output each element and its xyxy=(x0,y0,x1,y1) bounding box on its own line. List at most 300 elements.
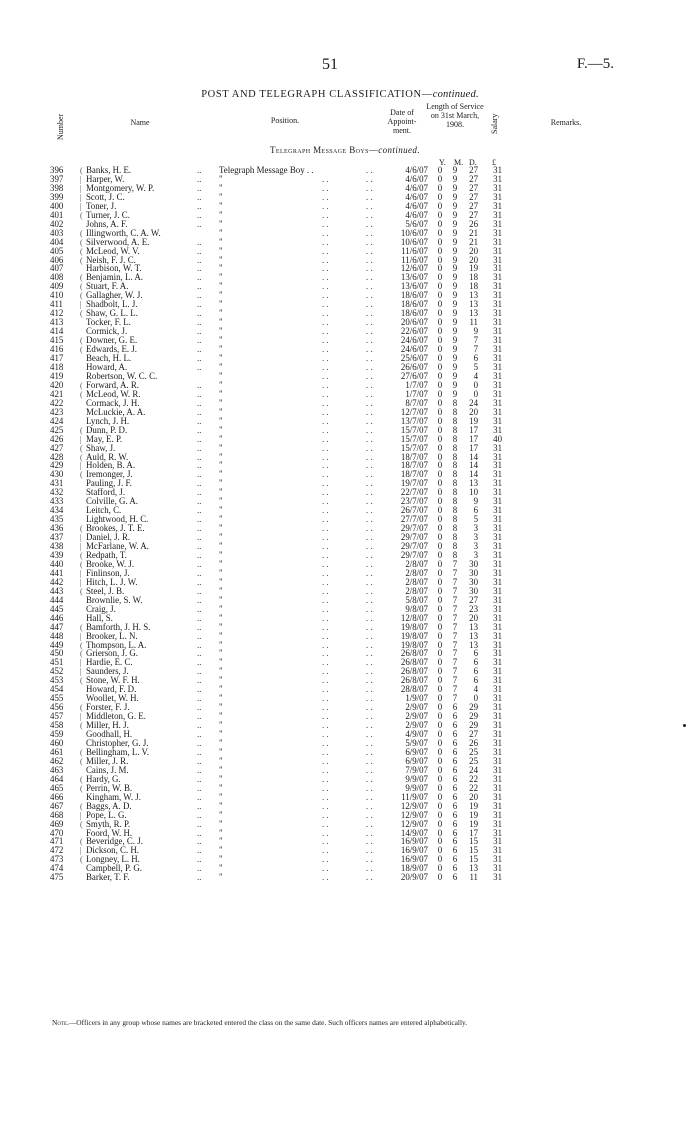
leader-dots: . . xyxy=(366,281,373,292)
row-days: 19 xyxy=(469,263,478,274)
row-date: 19/7/07 xyxy=(400,478,428,489)
title-continued: continued. xyxy=(432,89,479,100)
leader-dots: .. xyxy=(197,657,202,668)
row-position: " xyxy=(219,666,223,677)
row-salary: 31 xyxy=(493,478,502,489)
row-position: " xyxy=(219,764,223,775)
column-header-position: Position. xyxy=(270,116,300,125)
row-days: 29 xyxy=(469,720,478,731)
leader-dots: .. xyxy=(197,344,202,355)
row-days: 15 xyxy=(469,845,478,856)
row-date: 16/9/07 xyxy=(400,845,428,856)
row-salary: 31 xyxy=(493,263,502,274)
row-months: 8 xyxy=(452,478,458,489)
leader-dots: . . xyxy=(366,648,373,659)
row-name: Lynch, J. H. xyxy=(86,415,130,426)
row-position: " xyxy=(219,299,223,310)
row-months: 7 xyxy=(452,621,458,632)
row-position: " xyxy=(219,326,223,337)
row-salary: 31 xyxy=(493,218,502,229)
leader-dots: . . xyxy=(322,872,329,883)
row-months: 7 xyxy=(452,666,458,677)
row-months: 6 xyxy=(452,702,458,713)
row-years: 0 xyxy=(437,191,443,202)
row-days: 11 xyxy=(469,872,478,883)
row-months: 7 xyxy=(452,585,458,596)
leader-dots: . . xyxy=(322,738,329,748)
row-position: " xyxy=(219,594,223,605)
row-months: 7 xyxy=(452,576,458,587)
row-name: Leitch, C. xyxy=(86,505,122,516)
leader-dots: . . xyxy=(322,684,329,695)
row-years: 0 xyxy=(437,478,443,489)
leader-dots: . . xyxy=(366,227,373,238)
row-position: " xyxy=(219,227,223,238)
row-number: 470 xyxy=(50,827,64,838)
row-salary: 31 xyxy=(493,379,502,390)
row-number: 447 xyxy=(50,621,64,632)
row-date: 13/7/07 xyxy=(400,415,428,426)
row-days: 27 xyxy=(469,182,478,193)
row-number: 449 xyxy=(50,639,64,650)
row-number: 475 xyxy=(50,872,64,883)
row-days: 6 xyxy=(473,666,478,677)
leader-dots: .. xyxy=(197,845,202,856)
row-months: 9 xyxy=(452,308,458,319)
row-position: " xyxy=(219,379,223,390)
leader-dots: . . xyxy=(322,621,329,632)
row-number: 466 xyxy=(50,791,64,802)
row-salary: 31 xyxy=(493,361,502,372)
leader-dots: .. xyxy=(197,388,202,399)
leader-dots: . . xyxy=(366,379,373,390)
row-days: 30 xyxy=(469,576,478,587)
row-months: 6 xyxy=(452,773,458,784)
footnote xyxy=(52,1018,672,1027)
row-years: 0 xyxy=(437,290,443,301)
row-name: Dunn, P. D. xyxy=(86,424,128,435)
row-number: 431 xyxy=(50,478,64,489)
row-name: Pauling, J. F. xyxy=(86,478,132,489)
bracket-mark: ( xyxy=(80,237,83,247)
row-years: 0 xyxy=(437,782,443,793)
row-months: 8 xyxy=(452,505,458,516)
row-position: " xyxy=(219,514,223,525)
leader-dots: . . xyxy=(322,818,329,829)
leader-dots: . . xyxy=(322,773,329,784)
row-name: Shaw, J. xyxy=(86,442,116,453)
leader-dots: . . xyxy=(366,496,373,507)
leader-dots: . . xyxy=(366,800,373,811)
leader-dots: . . xyxy=(366,603,373,614)
leader-dots: .. xyxy=(197,603,202,614)
row-months: 6 xyxy=(452,764,458,775)
row-number: 437 xyxy=(50,532,64,543)
row-months: 9 xyxy=(452,165,458,175)
row-number: 419 xyxy=(50,370,64,381)
row-position: " xyxy=(219,308,223,319)
row-position: Telegraph Message Boy . . xyxy=(219,165,314,175)
leader-dots: .. xyxy=(197,684,202,695)
leader-dots: . . xyxy=(322,854,329,865)
row-name: Montgomery, W. P. xyxy=(86,182,155,193)
row-date: 29/7/07 xyxy=(400,549,428,560)
row-position: " xyxy=(219,532,223,543)
bracket-mark: ( xyxy=(80,291,83,301)
row-days: 22 xyxy=(469,782,478,793)
leader-dots: . . xyxy=(366,872,373,883)
leader-dots: . . xyxy=(322,594,329,605)
leader-dots: . . xyxy=(366,505,373,516)
row-salary: 31 xyxy=(493,245,502,256)
row-days: 9 xyxy=(473,496,478,507)
row-salary: 31 xyxy=(493,165,502,175)
leader-dots: .. xyxy=(197,317,202,328)
row-salary: 31 xyxy=(493,657,502,668)
row-date: 26/8/07 xyxy=(400,666,428,677)
leader-dots: .. xyxy=(197,173,202,184)
leader-dots: . . xyxy=(366,254,373,265)
row-number: 444 xyxy=(50,594,64,605)
row-years: 0 xyxy=(437,469,443,480)
row-salary: 31 xyxy=(493,317,502,328)
row-salary: 31 xyxy=(493,791,502,802)
leader-dots: . . xyxy=(322,558,329,569)
leader-dots: . . xyxy=(322,272,329,283)
row-days: 20 xyxy=(469,612,478,623)
row-salary: 31 xyxy=(493,353,502,364)
row-date: 29/7/07 xyxy=(400,532,428,543)
row-number: 465 xyxy=(50,782,64,793)
row-name: Baggs, A. D. xyxy=(86,800,132,811)
row-years: 0 xyxy=(437,272,443,283)
leader-dots: .. xyxy=(197,182,202,193)
row-name: Scott, J. C. xyxy=(86,191,125,202)
leader-dots: . . xyxy=(366,245,373,256)
row-months: 9 xyxy=(452,218,458,229)
leader-dots: . . xyxy=(366,451,373,462)
row-days: 3 xyxy=(473,541,478,552)
row-salary: 31 xyxy=(493,487,502,498)
row-months: 6 xyxy=(452,872,458,883)
bracket-mark: ( xyxy=(80,380,83,390)
bracket-mark: ( xyxy=(80,345,83,355)
row-days: 20 xyxy=(469,406,478,417)
row-days: 17 xyxy=(469,442,478,453)
row-years: 0 xyxy=(437,487,443,498)
leader-dots: .. xyxy=(197,415,202,426)
row-years: 0 xyxy=(437,460,443,471)
row-months: 9 xyxy=(452,353,458,364)
row-salary: 31 xyxy=(493,630,502,641)
bracket-mark: | xyxy=(80,712,82,722)
row-date: 24/6/07 xyxy=(400,344,428,355)
leader-dots: .. xyxy=(197,361,202,372)
leader-dots: .. xyxy=(197,612,202,623)
leader-dots: . . xyxy=(322,388,329,399)
row-date: 20/9/07 xyxy=(400,872,428,883)
leader-dots: . . xyxy=(366,684,373,695)
row-position: " xyxy=(219,209,223,220)
row-years: 0 xyxy=(437,505,443,516)
row-name: Colville, G. A. xyxy=(86,496,139,507)
leader-dots: .. xyxy=(197,729,202,740)
row-months: 8 xyxy=(452,469,458,480)
row-date: 2/9/07 xyxy=(405,702,428,713)
leader-dots: . . xyxy=(322,487,329,498)
row-name: Neish, F. J. C. xyxy=(86,254,136,265)
bracket-mark: | xyxy=(80,461,82,471)
leader-dots: . . xyxy=(322,218,329,229)
row-salary: 31 xyxy=(493,746,502,757)
bracket-mark: ( xyxy=(80,819,83,829)
leader-dots: .. xyxy=(197,218,202,229)
row-salary: 31 xyxy=(493,782,502,793)
row-days: 6 xyxy=(473,648,478,659)
leader-dots: . . xyxy=(322,576,329,587)
row-number: 451 xyxy=(50,657,64,668)
leader-dots: .. xyxy=(197,809,202,820)
leader-dots: .. xyxy=(197,693,202,704)
row-months: 7 xyxy=(452,684,458,695)
row-position: " xyxy=(219,872,223,883)
leader-dots: . . xyxy=(366,863,373,874)
row-position: " xyxy=(219,791,223,802)
row-number: 454 xyxy=(50,684,64,695)
row-days: 0 xyxy=(473,693,478,704)
leader-dots: . . xyxy=(322,863,329,874)
row-position: " xyxy=(219,245,223,256)
leader-dots: . . xyxy=(366,406,373,417)
row-days: 24 xyxy=(469,397,478,408)
row-salary: 31 xyxy=(493,809,502,820)
column-header-remarks: Remarks. xyxy=(550,118,582,127)
row-date: 29/7/07 xyxy=(400,523,428,534)
row-number: 459 xyxy=(50,729,64,740)
bracket-mark: ( xyxy=(80,336,83,346)
row-date: 18/6/07 xyxy=(400,308,428,319)
leader-dots: . . xyxy=(366,335,373,346)
row-salary: 31 xyxy=(493,227,502,238)
row-years: 0 xyxy=(437,773,443,784)
row-name: Beach, H. L. xyxy=(86,353,132,364)
row-months: 6 xyxy=(452,863,458,874)
row-salary: 31 xyxy=(493,209,502,220)
leader-dots: . . xyxy=(366,773,373,784)
row-years: 0 xyxy=(437,496,443,507)
page-title xyxy=(0,89,680,100)
leader-dots: .. xyxy=(197,854,202,865)
row-years: 0 xyxy=(437,415,443,426)
row-number: 402 xyxy=(50,218,64,229)
row-number: 443 xyxy=(50,585,64,596)
row-name: Grierson, J. G. xyxy=(86,648,139,659)
row-number: 446 xyxy=(50,612,64,623)
row-years: 0 xyxy=(437,442,443,453)
row-salary: 31 xyxy=(493,854,502,865)
leader-dots: .. xyxy=(197,800,202,811)
row-salary: 31 xyxy=(493,648,502,659)
row-date: 4/6/07 xyxy=(405,182,428,193)
row-days: 6 xyxy=(473,505,478,516)
leader-dots: . . xyxy=(366,353,373,364)
row-number: 429 xyxy=(50,460,64,471)
row-position: " xyxy=(219,218,223,229)
leader-dots: . . xyxy=(322,729,329,740)
row-salary: 31 xyxy=(493,675,502,686)
row-position: " xyxy=(219,370,223,381)
leader-dots: .. xyxy=(197,290,202,301)
row-date: 29/7/07 xyxy=(400,541,428,552)
row-months: 9 xyxy=(452,191,458,202)
row-name: Shaw, G. L. L. xyxy=(86,308,138,319)
unit-pounds: £ xyxy=(492,158,496,167)
leader-dots: . . xyxy=(366,541,373,552)
row-years: 0 xyxy=(437,514,443,525)
row-years: 0 xyxy=(437,227,443,238)
row-days: 5 xyxy=(473,361,478,372)
row-name: Johns, A. F. xyxy=(86,218,128,229)
row-days: 30 xyxy=(469,585,478,596)
row-salary: 40 xyxy=(493,433,502,444)
row-number: 412 xyxy=(50,308,64,319)
row-years: 0 xyxy=(437,684,443,695)
row-date: 24/6/07 xyxy=(400,335,428,346)
leader-dots: . . xyxy=(322,514,329,525)
row-days: 26 xyxy=(469,218,478,229)
leader-dots: . . xyxy=(322,335,329,346)
leader-dots: .. xyxy=(197,469,202,480)
leader-dots: . . xyxy=(366,729,373,740)
bracket-mark: | xyxy=(80,300,82,310)
row-months: 9 xyxy=(452,209,458,220)
leader-dots: .. xyxy=(197,514,202,525)
leader-dots: .. xyxy=(197,746,202,757)
leader-dots: .. xyxy=(197,872,202,883)
row-salary: 31 xyxy=(493,532,502,543)
leader-dots: . . xyxy=(366,191,373,202)
row-months: 8 xyxy=(452,460,458,471)
footnote-label: Note.— xyxy=(52,1018,77,1027)
row-date: 11/6/07 xyxy=(401,245,428,256)
row-months: 9 xyxy=(452,344,458,355)
bracket-mark: ( xyxy=(80,721,83,731)
row-years: 0 xyxy=(437,344,443,355)
row-months: 8 xyxy=(452,541,458,552)
row-salary: 31 xyxy=(493,872,502,883)
leader-dots: .. xyxy=(197,639,202,650)
leader-dots: . . xyxy=(366,218,373,229)
row-position: " xyxy=(219,424,223,435)
leader-dots: . . xyxy=(322,317,329,328)
bracket-mark: | xyxy=(80,434,82,444)
row-salary: 31 xyxy=(493,397,502,408)
row-position: " xyxy=(219,800,223,811)
row-date: 18/9/07 xyxy=(400,863,428,874)
row-salary: 31 xyxy=(493,281,502,292)
leader-dots: . . xyxy=(322,720,329,731)
row-position: " xyxy=(219,191,223,202)
row-date: 26/8/07 xyxy=(400,675,428,686)
row-position: " xyxy=(219,173,223,184)
row-number: 433 xyxy=(50,496,64,507)
row-number: 421 xyxy=(50,388,64,399)
row-number: 463 xyxy=(50,764,64,775)
bracket-mark: ( xyxy=(80,640,83,650)
leader-dots: .. xyxy=(197,836,202,847)
row-years: 0 xyxy=(437,818,443,829)
row-name: Campbell, P. G. xyxy=(86,863,142,874)
row-name: Beveridge, C. J. xyxy=(86,836,143,847)
footnote-text: Officers in any group whose names are bracketed entered the class on the same date. Such officers names are entered alphabetically. xyxy=(76,1018,468,1027)
row-salary: 31 xyxy=(493,254,502,265)
row-position: " xyxy=(219,702,223,713)
leader-dots: . . xyxy=(366,845,373,856)
leader-dots: .. xyxy=(197,245,202,256)
row-name: Pope, L. G. xyxy=(86,809,127,820)
row-position: " xyxy=(219,523,223,534)
row-number: 438 xyxy=(50,541,64,552)
row-salary: 31 xyxy=(493,818,502,829)
leader-dots: . . xyxy=(322,693,329,704)
leader-dots: . . xyxy=(366,478,373,489)
bracket-mark: | xyxy=(80,533,82,543)
row-salary: 31 xyxy=(493,684,502,695)
leader-dots: .. xyxy=(197,621,202,632)
row-days: 6 xyxy=(473,675,478,686)
row-months: 8 xyxy=(452,424,458,435)
row-salary: 31 xyxy=(493,773,502,784)
row-position: " xyxy=(219,639,223,650)
row-position: " xyxy=(219,585,223,596)
row-name: Goodhall, H. xyxy=(86,729,133,740)
row-date: 2/8/07 xyxy=(405,585,428,596)
leader-dots: . . xyxy=(322,469,329,480)
row-date: 19/8/07 xyxy=(400,630,428,641)
leader-dots: . . xyxy=(322,648,329,659)
row-years: 0 xyxy=(437,254,443,265)
row-date: 1/7/07 xyxy=(405,388,428,399)
leader-dots: . . xyxy=(366,720,373,731)
leader-dots: . . xyxy=(366,397,373,408)
row-days: 21 xyxy=(469,227,478,238)
row-salary: 31 xyxy=(493,800,502,811)
leader-dots: . . xyxy=(366,388,373,399)
row-months: 9 xyxy=(452,317,458,328)
row-name: Howard, F. D. xyxy=(86,684,137,695)
row-months: 6 xyxy=(452,818,458,829)
row-months: 6 xyxy=(452,738,458,748)
row-position: " xyxy=(219,236,223,247)
row-salary: 31 xyxy=(493,406,502,417)
leader-dots: . . xyxy=(366,460,373,471)
leader-dots: .. xyxy=(197,254,202,265)
row-months: 9 xyxy=(452,361,458,372)
row-years: 0 xyxy=(437,317,443,328)
row-date: 2/8/07 xyxy=(405,576,428,587)
row-date: 18/7/07 xyxy=(400,469,428,480)
row-months: 9 xyxy=(452,281,458,292)
row-date: 12/9/07 xyxy=(400,800,428,811)
row-days: 14 xyxy=(469,469,478,480)
bracket-mark: ( xyxy=(80,622,83,632)
row-position: " xyxy=(219,854,223,865)
leader-dots: .. xyxy=(197,442,202,453)
row-name: Brownlie, S. W. xyxy=(86,594,143,605)
row-days: 3 xyxy=(473,523,478,534)
row-name: Perrin, W. B. xyxy=(86,782,133,793)
row-salary: 31 xyxy=(493,585,502,596)
